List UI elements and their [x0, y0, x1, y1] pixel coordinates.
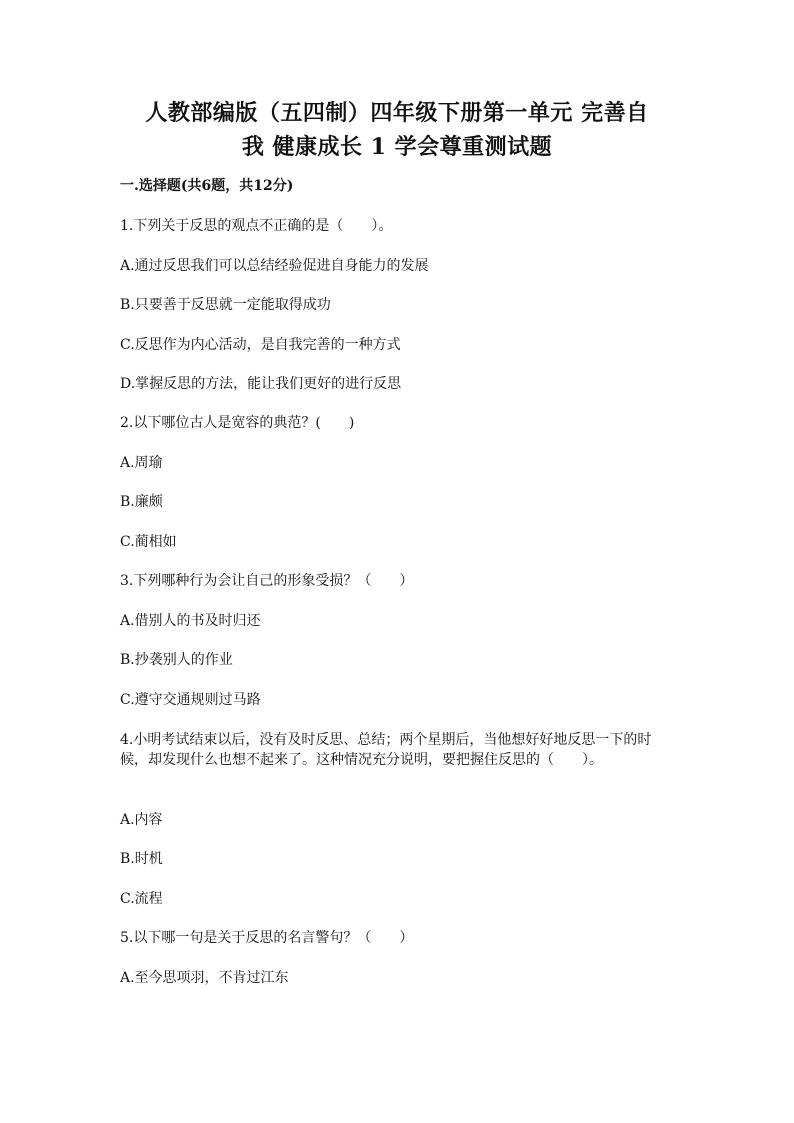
document-title-line-1: 人教部编版（五四制）四年级下册第一单元 完善自 — [145, 100, 649, 126]
document-title-line-2: 我 健康成长 1 学会尊重测试题 — [241, 134, 553, 160]
question-2: 2.以下哪位古人是宽容的典范？( ) — [120, 415, 355, 431]
question-4-option-c: C.流程 — [120, 891, 163, 907]
question-1-option-d: D.掌握反思的方法，能让我们更好的进行反思 — [120, 376, 402, 392]
question-1-option-a: A.通过反思我们可以总结经验促进自身能力的发展 — [120, 258, 429, 274]
question-3: 3.下列哪种行为会让自己的形象受损？（ ） — [120, 573, 414, 589]
question-3-option-a: A.借别人的书及时归还 — [120, 613, 261, 629]
question-3-option-b: B.抄袭别人的作业 — [120, 652, 233, 668]
question-2-option-a: A.周瑜 — [120, 455, 163, 471]
question-3-option-c: C.遵守交通规则过马路 — [120, 692, 261, 708]
question-4: 4.小明考试结束以后，没有及时反思、总结；两个星期后，当他想好好地反思一下的时候，却发现什么也想不起来了。这种情况充分说明，要把握住反思的（ ）。 — [120, 732, 652, 768]
section-heading: 一.选择题(共6题，共12分) — [120, 178, 294, 194]
question-1-option-b: B.只要善于反思就一定能取得成功 — [120, 297, 331, 313]
question-5-option-a: A.至今思项羽，不肯过江东 — [120, 970, 289, 986]
question-2-option-b: B.廉颇 — [120, 494, 163, 510]
question-4-option-b: B.时机 — [120, 851, 163, 867]
question-1-option-c: C.反思作为内心活动，是自我完善的一种方式 — [120, 337, 401, 353]
question-1: 1.下列关于反思的观点不正确的是（ ）。 — [120, 218, 393, 234]
question-4-option-a: A.内容 — [120, 812, 163, 828]
question-5: 5.以下哪一句是关于反思的名言警句？（ ） — [120, 930, 414, 946]
question-2-option-c: C.蔺相如 — [120, 534, 177, 550]
